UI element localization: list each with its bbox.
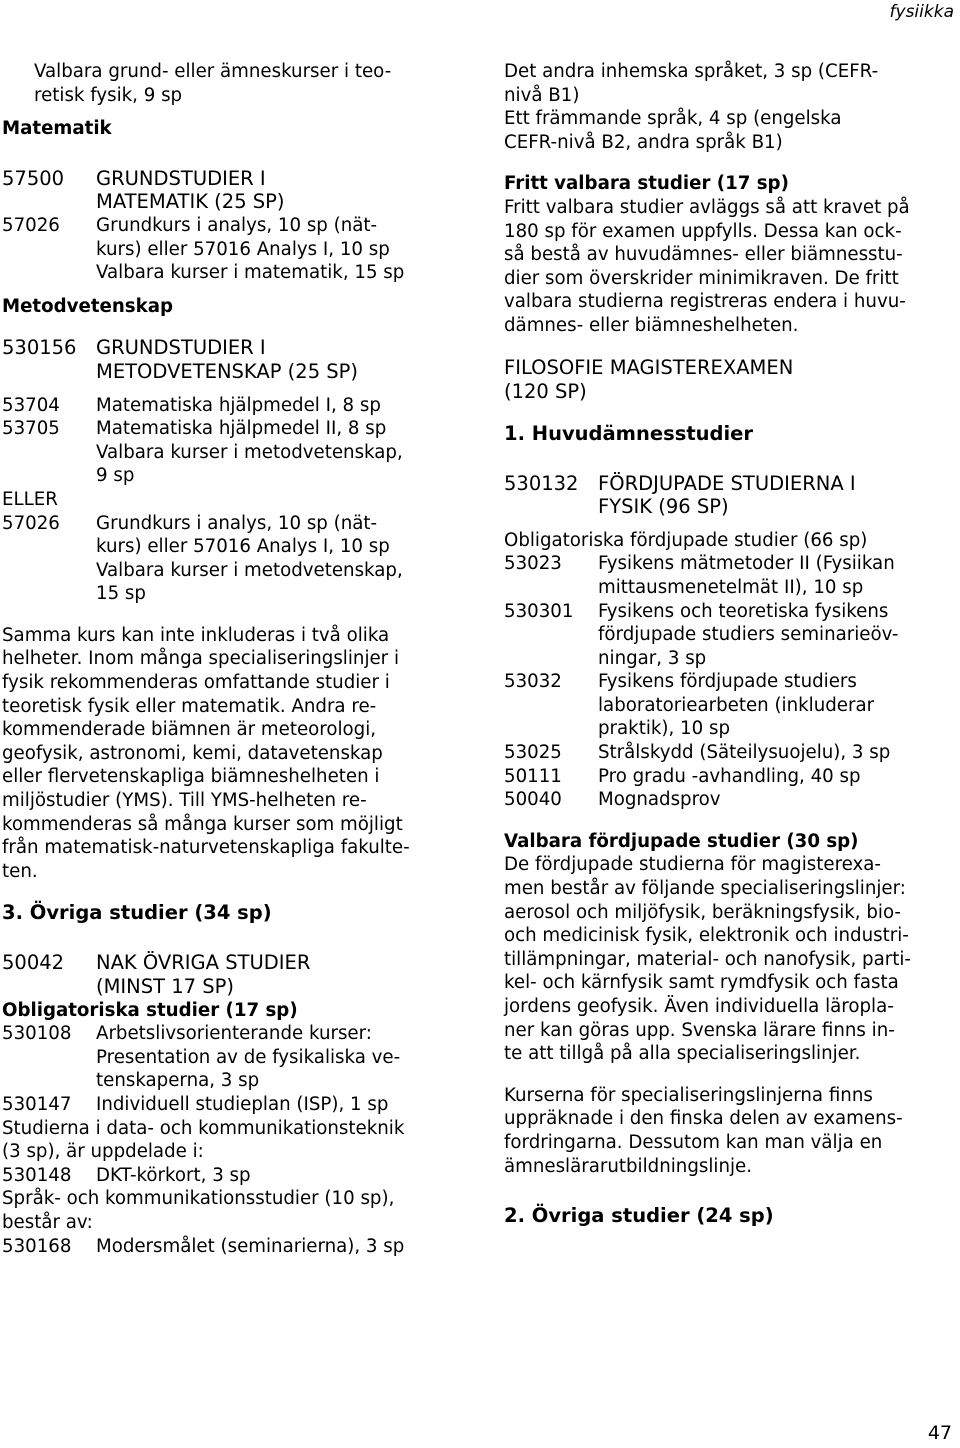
- course-53025: 53025 Strålskydd (Säteilysuojelu), 3 sp: [504, 742, 891, 764]
- valbara-paragraph: De fördjupade studierna för magisterexa- men består av följande specialiseringslinjer: aerosol och miljöfysik, beräkningsfysik, bio- och medicinisk fysik, elektronik och industri- tillämpningar, material- och nanofysik, parti- kel- och kärnfysik samt rymdfysik och fasta jordens geofysik. Även individuella läropla- ner kan göras upp. Svenska lärare finns in- te att tillgå på alla specialiseringslinjer.: [504, 854, 911, 1065]
- obligatoriska-fordjupade: Obligatoriska fördjupade studier (66 sp): [504, 529, 868, 551]
- course-53032: 53032 Fysikens fördjupade studiers laboratoriearbeten (inkluderar praktik), 10 sp: [504, 671, 875, 740]
- intro-text: Valbara grund- eller ämneskurser i teo- retisk fysik, 9 sp: [34, 61, 392, 106]
- course-50040: 50040 Mognadsprov: [504, 789, 721, 811]
- notes-paragraph: Samma kurs kan inte inkluderas i två olika helheter. Inom många specialiseringslinjer i fysik rekommenderas omfattande studier i teoretisk fysik eller matematik. Andra re- kommenderade biämnen är meteorologi, geofysik, astronomi, kemi, datavetenskap eller flervetenskapliga biämneshelheten i miljöstudier (YMS). Till YMS-helheten re- kommenderas så många kurser som möjligt från matematisk-naturvetenskapliga fakulte- ten.: [2, 624, 410, 882]
- fritt-paragraph: Fritt valbara studier avläggs så att kravet på 180 sp för examen uppfylls. Dessa kan ock- så bestå av huvudämnes- eller biämnesstu- dier som överskrider minimikraven. De fritt valbara studierna registreras endera i huvu- dämnes- eller biämneshelheten.: [504, 196, 910, 336]
- course-53704: 53704 Matematiska hjälpmedel I, 8 sp: [2, 394, 381, 416]
- kurserna-paragraph: Kurserna för specialiseringslinjerna finns uppräknade i den finska delen av examens- fordringarna. Dessutom kan man välja en ämneslärarutbildningslinje.: [504, 1084, 903, 1177]
- heading-matematik: Matematik: [2, 118, 112, 140]
- data-studies-note: Studierna i data- och kommunikationsteknik: [2, 1117, 405, 1139]
- course-530147: 530147 Individuell studieplan (ISP), 1 sp: [2, 1093, 389, 1115]
- heading-fritt-valbara: Fritt valbara studier (17 sp): [504, 173, 789, 195]
- course-530301: 530301 Fysikens och teoretiska fysikens fördjupade studiers seminarieöv- ningar, 3 sp: [504, 600, 899, 669]
- page-number: 47: [927, 1422, 952, 1444]
- heading-metodvetenskap: Metodvetenskap: [2, 295, 174, 317]
- course-530132: 530132 FÖRDJUPADE STUDIERNA I FYSIK (96 SP): [504, 471, 856, 519]
- language-studies-note: Språk- och kommunikationsstudier (10 sp),: [2, 1188, 395, 1210]
- heading-obligatoriska: Obligatoriska studier (17 sp): [2, 999, 298, 1021]
- language-list: Det andra inhemska språket, 3 sp (CEFR- nivå B1) Ett främmande språk, 4 sp (engelska CEFR-nivå B2, andra språk B1): [504, 61, 879, 153]
- eller-label: ELLER: [2, 488, 58, 510]
- heading-huvudamnesstudier: 1. Huvudämnesstudier: [504, 421, 754, 445]
- course-57500: 57500 GRUNDSTUDIER I MATEMATIK (25 SP): [2, 166, 285, 214]
- course-50111: 50111 Pro gradu -avhandling, 40 sp: [504, 765, 861, 787]
- heading-filosofie-magisterexamen: FILOSOFIE MAGISTEREXAMEN (120 SP): [504, 355, 794, 403]
- course-50042: 50042 NAK ÖVRIGA STUDIER (MINST 17 SP): [2, 951, 311, 998]
- course-530156: 530156 GRUNDSTUDIER I METODVETENSKAP (25 SP): [2, 336, 359, 383]
- right-column: [504, 60, 956, 1228]
- course-57026-alt: 57026 Grundkurs i analys, 10 sp (nät- kurs) eller 57016 Analys I, 10 sp Valbara kurser i metodvetenskap, 15 sp: [2, 512, 403, 605]
- course-530108: 530108 Arbetslivsorienterande kurser: Presentation av de fysikaliska ve- tenskaperna, 3 sp: [2, 1023, 401, 1092]
- course-530148: 530148 DKT-körkort, 3 sp: [2, 1164, 251, 1186]
- course-530168: 530168 Modersmålet (seminarierna), 3 sp: [2, 1235, 405, 1257]
- heading-ovriga-studier: 3. Övriga studier (34 sp): [2, 901, 272, 925]
- course-53705: 53705 Matematiska hjälpmedel II, 8 sp Valbara kurser i metodvetenskap, 9 sp: [2, 418, 403, 487]
- heading-ovriga-studier-2: 2. Övriga studier (24 sp): [504, 1204, 774, 1228]
- heading-valbara-fordjupade: Valbara fördjupade studier (30 sp): [504, 830, 859, 852]
- course-53023: 53023 Fysikens mätmetoder II (Fysiikan mittausmenetelmät II), 10 sp: [504, 553, 895, 598]
- course-57026: 57026 Grundkurs i analys, 10 sp (nät- kurs) eller 57016 Analys I, 10 sp Valbara kurser i matematik, 15 sp: [2, 214, 405, 284]
- left-column: Valbara grund- eller ämneskurser i teo- retisk fysik, 9 sp Matematik 57500 GRUNDSTUDIER I MATEMATIK (25 SP) 57026 Grundkurs i analys, 10 sp (nät- kurs) eller 57016 Analys I, 10 sp Valbara kurser i matematik, 15 sp Metodvetenskap 530156 GRUNDSTUDIER I METODVETENSKAP (25 SP) 53704 Matematiska hjälpmedel I, 8 sp 53705 Matematiska hjälpmedel II, 8 sp Valbara kurser i metodvetenskap, 9 sp ELLER 57026 Grundkurs i analys, 10 sp (nät- kurs) eller 57016 Analys I, 10 sp Valbara kurser i metodvetenskap, 15 sp Samma kurs kan inte inkluderas i två olika helheter. Inom många specialiseringslinjer i fysik rekommenderas omfattande studier i teoretisk fysik eller matematik. Andra re- kommenderade biämnen är meteorologi, geofysik, astronomi, kemi, datavetenskap eller flervetenskapliga biämneshelheten i miljöstudier (YMS). Till YMS-helheten re- kommenderas så många kurser som möjligt från matematisk-naturvetenskapliga fakulte- ten. 3. Övriga studier (34 sp) 50042 NAK ÖVRIGA STUDIER (MINST 17 SP) Obligatoriska studier (17 sp) 530108 Arbetslivsorienterande kurser: Presentation av de fysikaliska ve- tenskaperna, 3 sp 530147 Individuell studieplan (ISP), 1 sp Studierna i data- och kommunikationsteknik (3 sp), är uppdelade i: 530148 DKT-körkort, 3 sp Språk- och kommunikationsstudier (10 sp), består av: 530168 Modersmålet (seminarierna), 3 sp: [2, 60, 458, 1258]
- running-header: fysiikka: [889, 2, 954, 22]
